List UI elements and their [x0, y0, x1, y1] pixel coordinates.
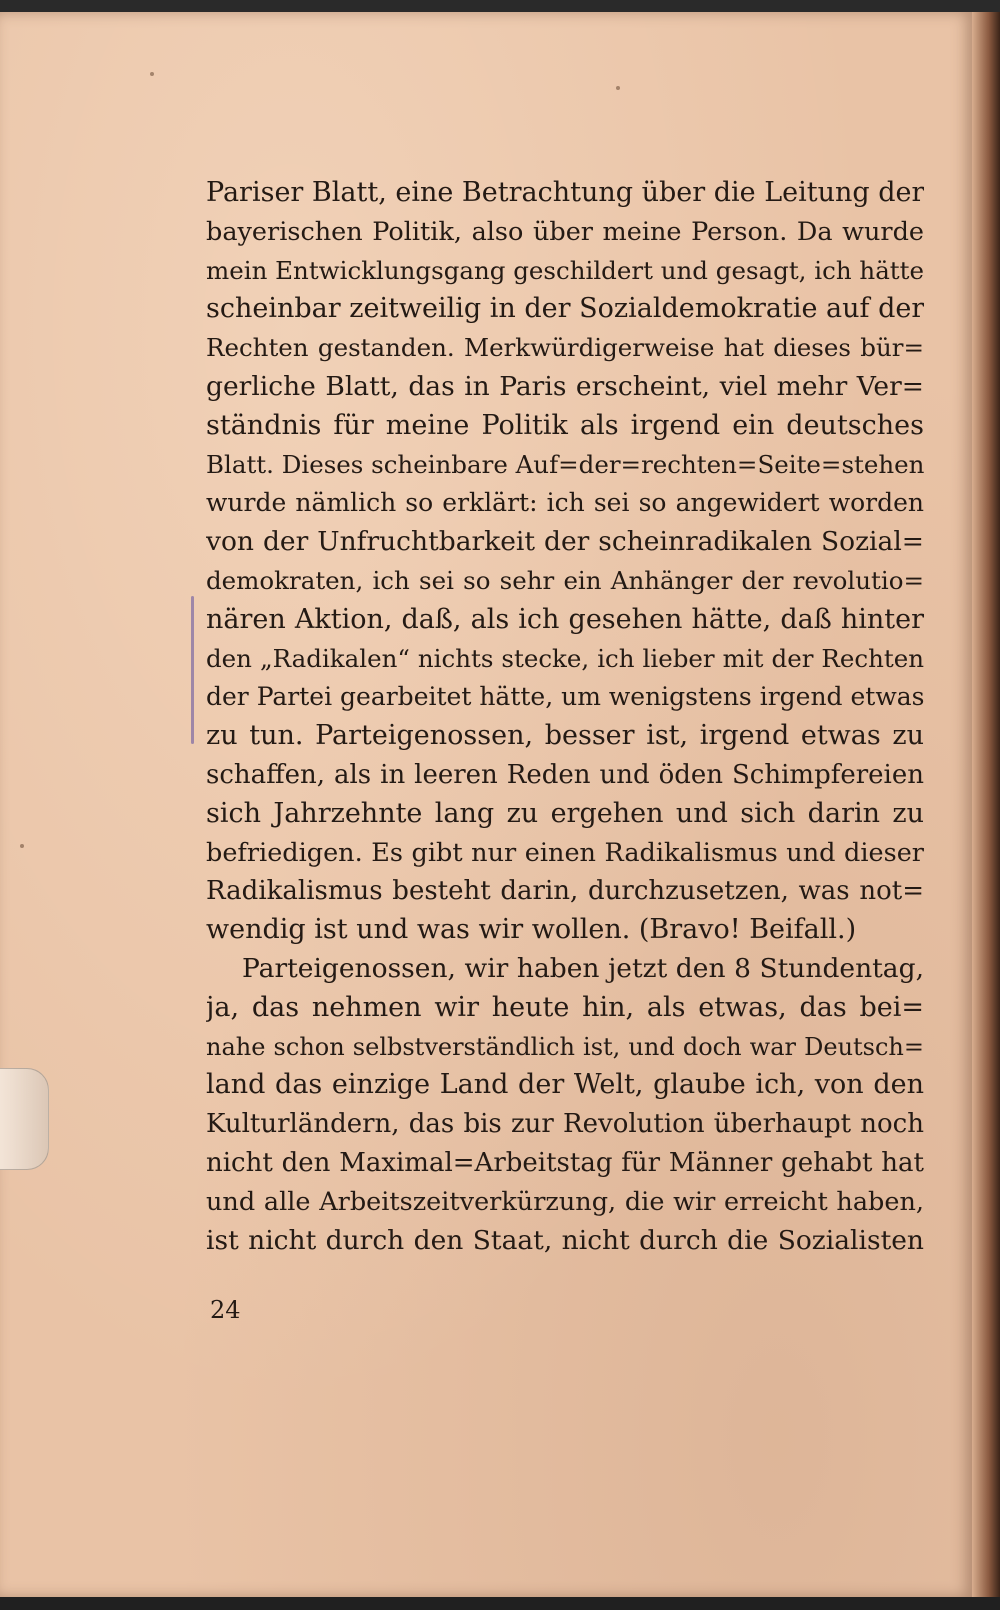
text-line: sich Jahrzehnte lang zu ergehen und sich darin zu	[206, 797, 924, 829]
text-line: Kulturländern, das bis zur Revolution überhaupt noch	[206, 1109, 924, 1140]
text-line: Parteigenossen, wir haben jetzt den 8 Stundentag,	[242, 952, 924, 984]
text-line: scheinbar zeitweilig in der Sozialdemokratie auf der	[206, 293, 924, 325]
text-line: wendig ist und was wir wollen. (Bravo! Beifall.)	[206, 914, 857, 946]
page-number: 24	[210, 1296, 241, 1324]
text-line: zu tun. Parteigenossen, besser ist, irgend etwas zu	[206, 720, 924, 752]
text-line: wurde nämlich so erklärt: ich sei so angewidert worden	[206, 488, 924, 518]
text-line: ständnis für meine Politik als irgend ein deutsches	[206, 409, 924, 441]
paper-speck	[20, 844, 24, 848]
text-line: ist nicht durch den Staat, nicht durch die Sozialisten	[206, 1224, 924, 1256]
text-line: gerliche Blatt, das in Paris erscheint, viel mehr Ver=	[206, 370, 924, 402]
text-line: befriedigen. Es gibt nur einen Radikalismus und dieser	[206, 837, 924, 868]
margin-pencil-mark	[191, 596, 194, 744]
text-line: der Partei gearbeitet hätte, um wenigstens irgend etwas	[206, 682, 924, 712]
paper-speck	[150, 72, 154, 76]
text-line: und alle Arbeitszeitverkürzung, die wir erreicht haben,	[206, 1186, 924, 1217]
text-line: Blatt. Dieses scheinbare Auf=der=rechten=Seite=stehen	[206, 449, 924, 479]
text-line: Pariser Blatt, eine Betrachtung über die Leitung der	[206, 177, 924, 208]
text-line: von der Unfruchtbarkeit der scheinradikalen Sozial=	[206, 526, 924, 558]
text-line: land das einzige Land der Welt, glaube ich, von den	[206, 1069, 924, 1101]
text-line: den „Radikalen“ nichts stecke, ich lieber mit der Rechten	[206, 643, 924, 673]
text-line: schaffen, als in leeren Reden und öden Schimpfereien	[206, 759, 924, 790]
text-line: ja, das nehmen wir heute hin, als etwas, das bei=	[206, 991, 924, 1023]
text-line: bayerischen Politik, also über meine Person. Da wurde	[206, 216, 924, 247]
text-line: nahe schon selbstverständlich ist, und doch war Deutsch=	[206, 1032, 924, 1061]
page-clip	[0, 1068, 49, 1170]
text-line: Radikalismus besteht darin, durchzusetzen, was not=	[206, 876, 924, 907]
page-edge-shadow	[972, 12, 1000, 1597]
scan-top-border	[0, 0, 1000, 12]
text-line: nicht den Maximal=Arbeitstag für Männer gehabt hat	[206, 1147, 924, 1178]
body-text	[206, 174, 924, 1260]
text-line: mein Entwicklungsgang geschildert und gesagt, ich hätte	[206, 255, 924, 285]
text-line: demokraten, ich sei so sehr ein Anhänger der revolutio=	[206, 565, 924, 595]
text-line: nären Aktion, daß, als ich gesehen hätte, daß hinter	[206, 603, 924, 635]
paper-speck	[616, 86, 620, 90]
text-line: Rechten gestanden. Merkwürdigerweise hat dieses bür=	[206, 333, 924, 363]
